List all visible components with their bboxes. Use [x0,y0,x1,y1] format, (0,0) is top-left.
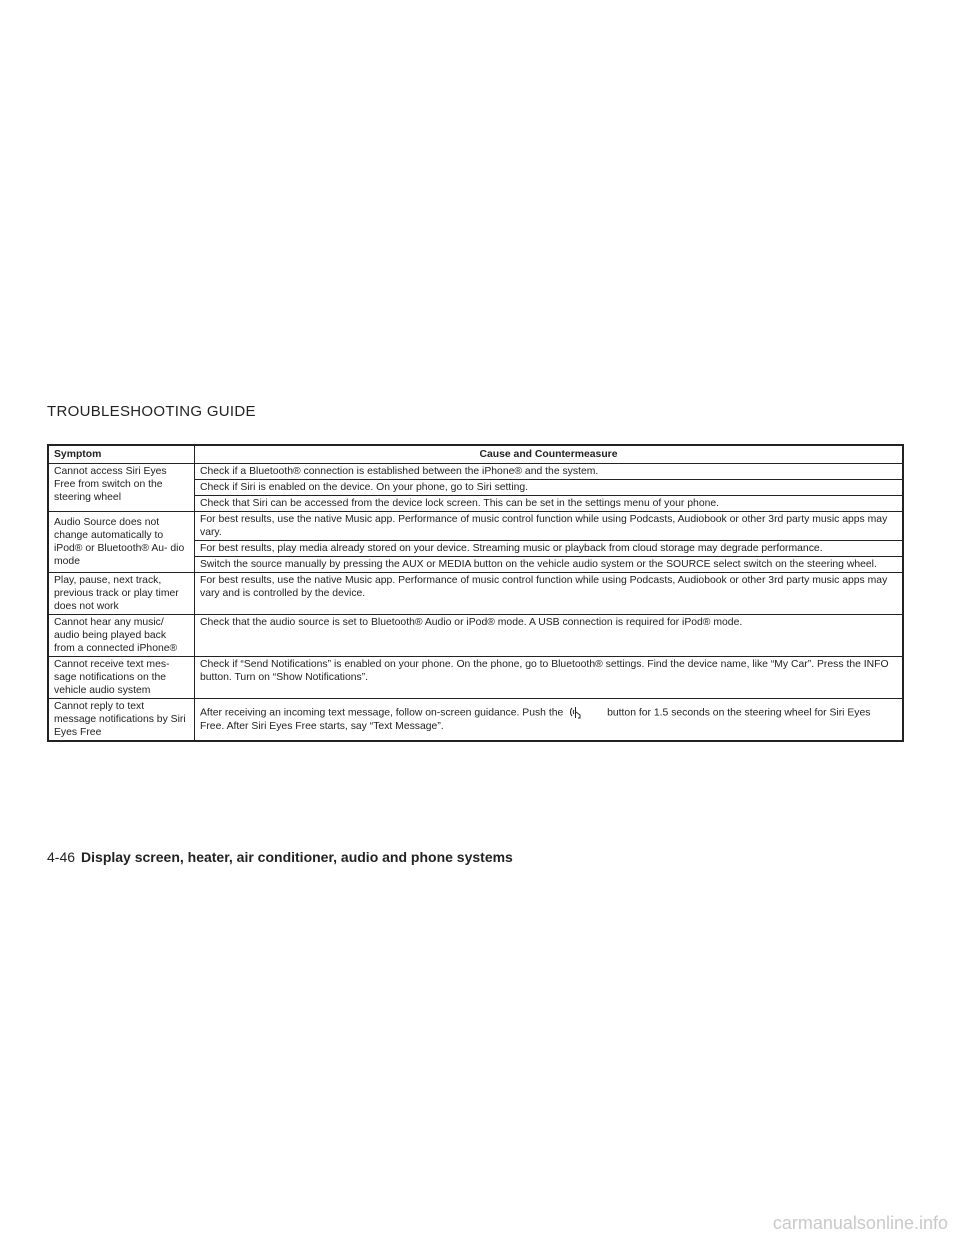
voice-talk-icon [568,706,582,719]
cause-column-header: Cause and Countermeasure [195,445,904,464]
cause-cell: Check that the audio source is set to Bluetooth® Audio or iPod® mode. A USB connection is required for iPod® mode. [195,615,904,657]
chapter-title: Display screen, heater, air conditioner, audio and phone systems [81,849,513,865]
table-row [48,699,903,742]
symptom-cell: Audio Source does not change automatically to iPod® or Bluetooth® Au- dio mode [48,512,195,573]
table-header-row [48,445,903,464]
watermark: carmanualsonline.info [772,1213,948,1233]
symptom-cell: Cannot receive text mes- sage notifications on the vehicle audio system [48,657,195,699]
table-row [48,615,903,657]
cause-cell [195,699,904,742]
cause-cell: Check if a Bluetooth® connection is established between the iPhone® and the system. [195,464,904,480]
table-row [48,657,903,699]
symptom-column-header: Symptom [48,445,195,464]
cause-cell: Check that Siri can be accessed from the device lock screen. This can be set in the settings menu of your phone. [195,496,904,512]
cause-cell: Switch the source manually by pressing the AUX or MEDIA button on the vehicle audio system or the SOURCE select switch on the steering wheel. [195,557,904,573]
cause-cell: For best results, use the native Music app. Performance of music control function while using Podcasts, Audiobook or other 3rd party music apps may vary and is controlled by the device. [195,573,904,615]
cause-text-after-icon: button for 1.5 seconds on the steering wheel for Siri Eyes Free. After Siri Eyes Free starts, say “Text Message”. [200,707,871,732]
troubleshooting-table [47,444,904,742]
section-title: TROUBLESHOOTING GUIDE [47,403,256,420]
symptom-cell: Cannot hear any music/ audio being played back from a connected iPhone® [48,615,195,657]
table-row [48,573,903,615]
table-row [48,464,903,480]
cause-text-before-icon: After receiving an incoming text message, follow on-screen guidance. Push the [200,707,564,719]
cause-cell: Check if Siri is enabled on the device. On your phone, go to Siri setting. [195,480,904,496]
table-row [48,512,903,541]
symptom-cell: Cannot reply to text message notifications by Siri Eyes Free [48,699,195,742]
cause-cell: Check if “Send Notifications” is enabled on your phone. On the phone, go to Bluetooth® settings. Find the device name, like “My Car”. Press the INFO button. Turn on “Show Notifications”. [195,657,904,699]
page-footer [47,849,513,865]
cause-cell: For best results, play media already stored on your device. Streaming music or playback from cloud storage may degrade performance. [195,541,904,557]
cause-cell: For best results, use the native Music app. Performance of music control function while using Podcasts, Audiobook or other 3rd party music apps may vary. [195,512,904,541]
symptom-cell: Cannot access Siri Eyes Free from switch on the steering wheel [48,464,195,512]
symptom-cell: Play, pause, next track, previous track or play timer does not work [48,573,195,615]
page-number: 4-46 [47,849,76,865]
